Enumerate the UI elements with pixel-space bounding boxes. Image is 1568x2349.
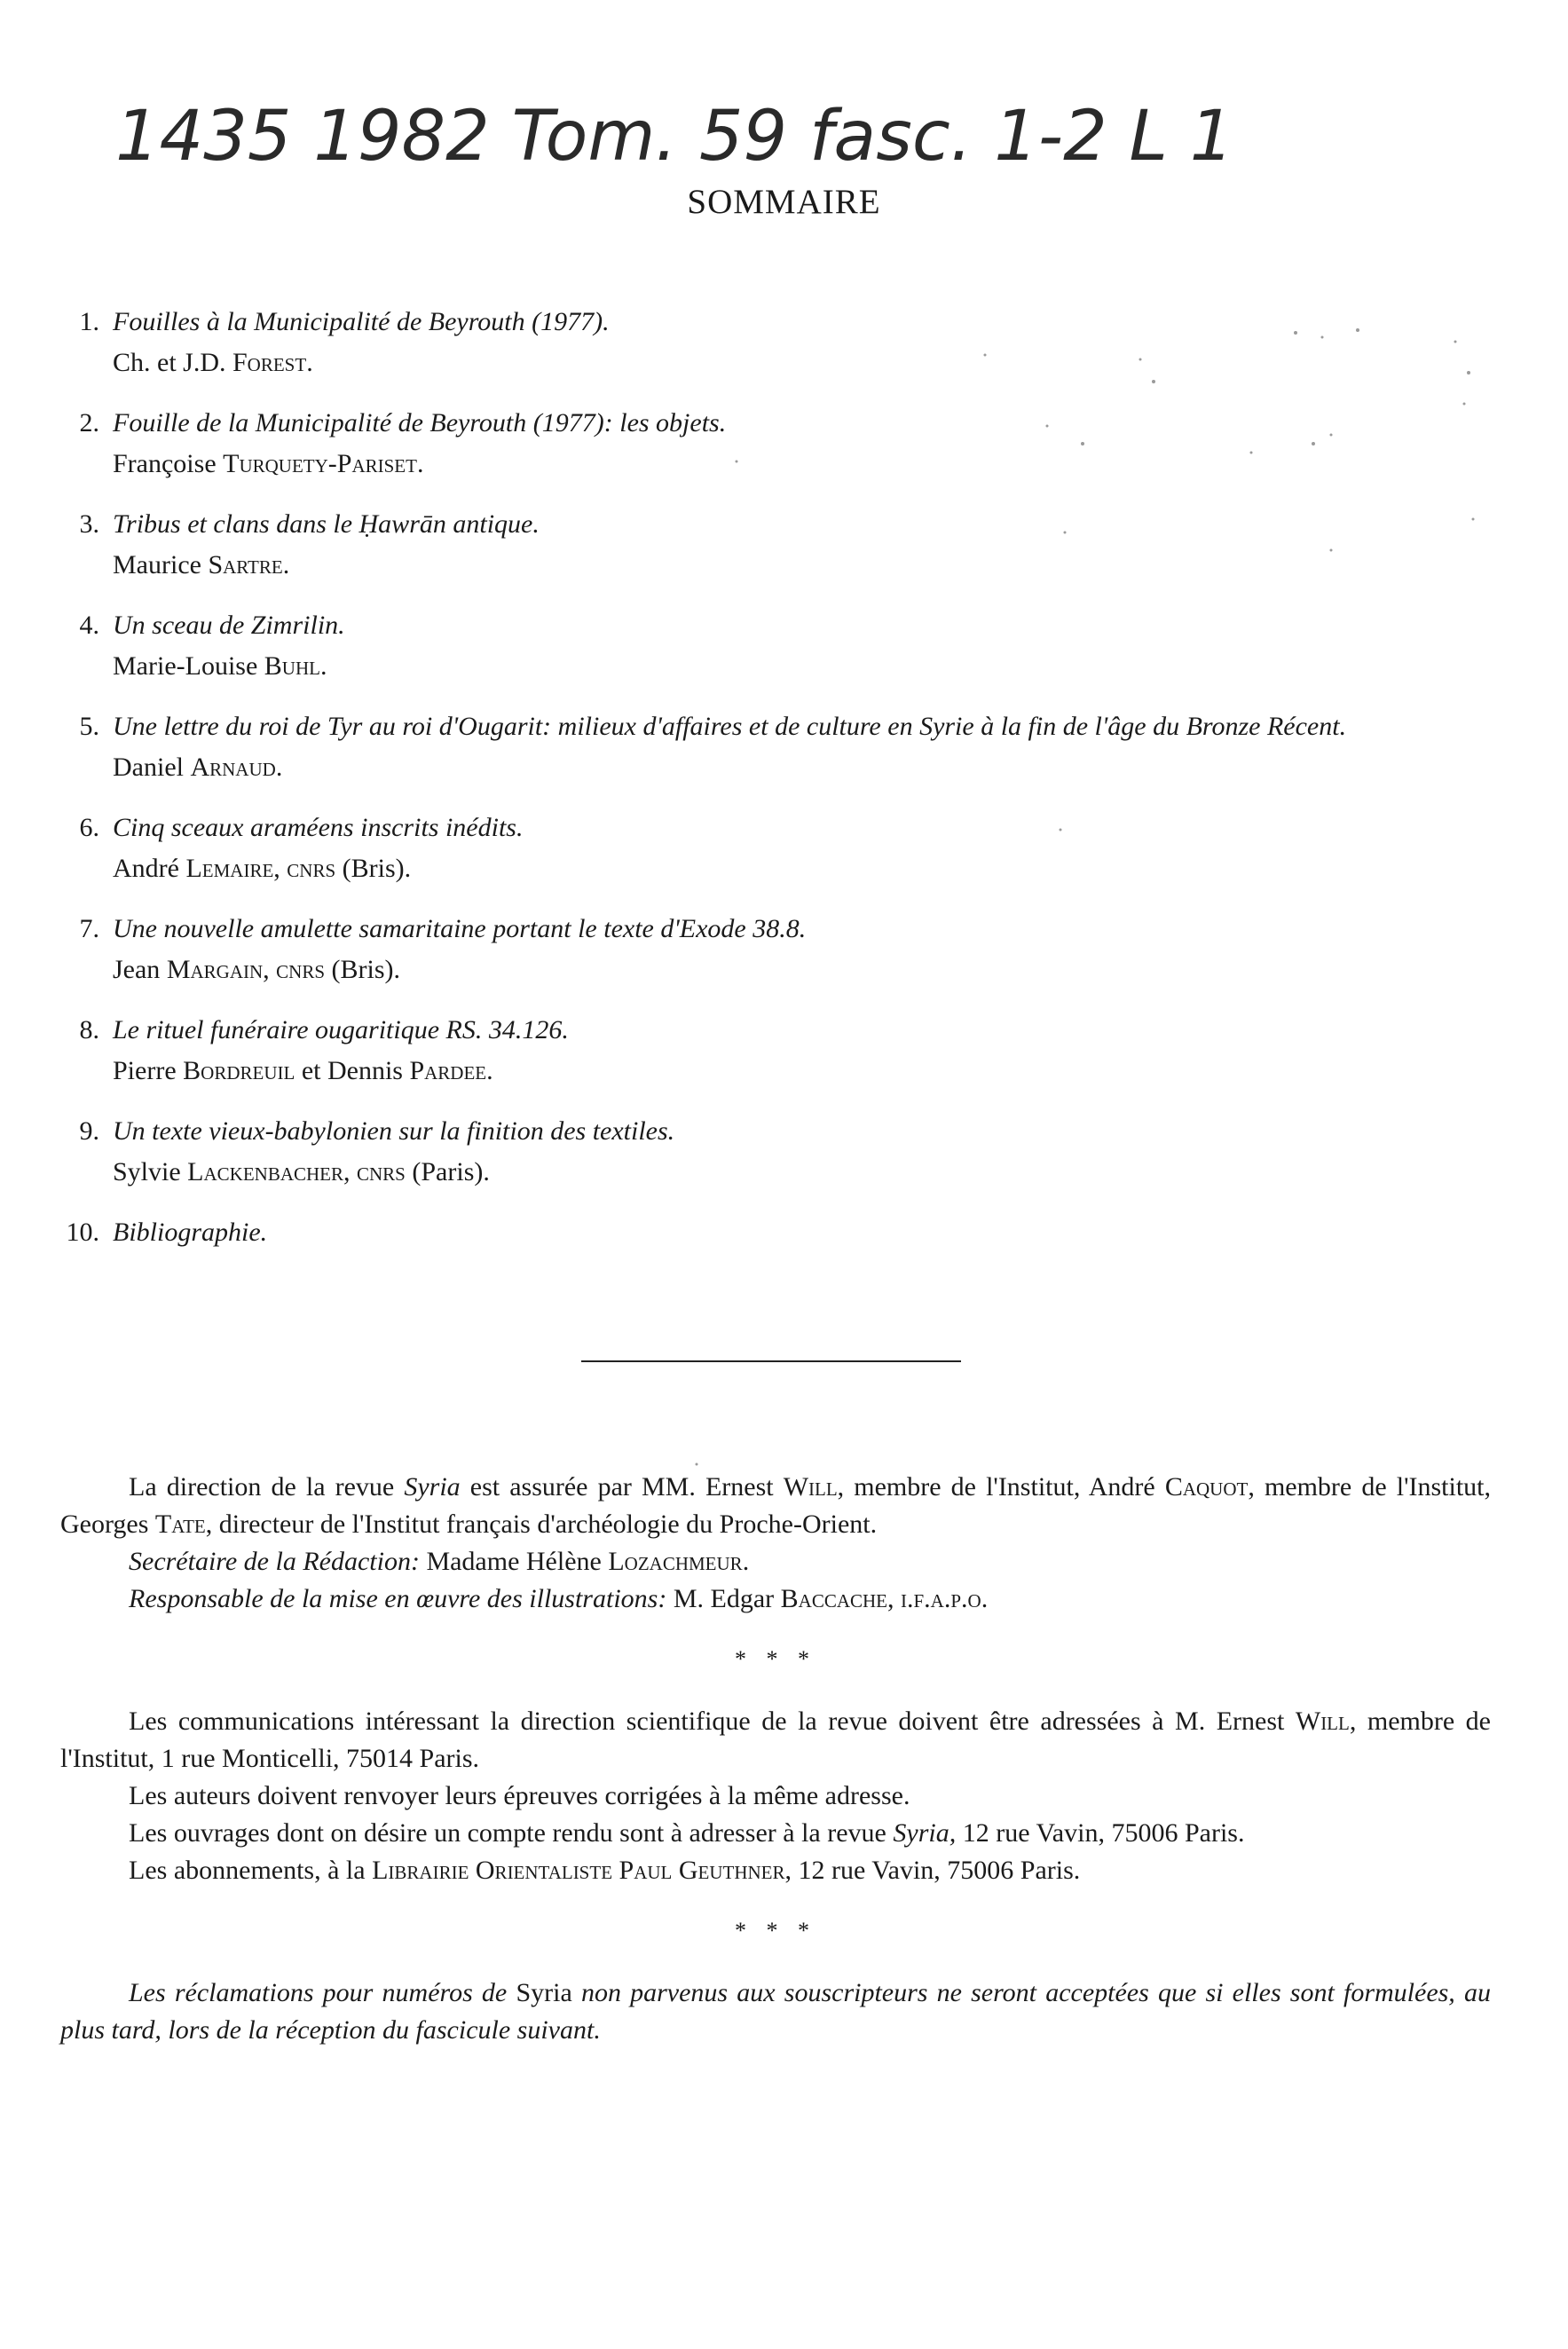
toc-author: Ch. et J.D. Forest. — [113, 348, 313, 377]
handwritten-annotation — [115, 62, 1500, 177]
toc-number: 3. — [79, 509, 99, 539]
reclamations-paragraph: Les réclamations pour numéros de Syria non parvenus aux souscripteurs ne seront acceptées que si elles sont formulées, au plus tard, lors de la réception du fascicule suivant. — [60, 1978, 1491, 2045]
toc-entry — [53, 808, 1491, 889]
toc-entry — [53, 1111, 1491, 1193]
page-title: SOMMAIRE — [687, 183, 881, 221]
toc-title: Tribus et clans dans le Ḥawrān antique. — [113, 509, 540, 539]
toc-entry — [53, 605, 1491, 687]
toc-author: Marie-Louise Buhl. — [113, 651, 327, 681]
toc-author: Pierre Bordreuil et Dennis Pardee. — [113, 1056, 493, 1085]
toc-entry — [53, 302, 1491, 383]
toc-title: Un sceau de Zimrilin. — [113, 611, 345, 640]
direction-paragraph: La direction de la revue Syria est assurée par MM. Ernest Will, membre de l'Institut, André Caquot, membre de l'Institut, Georges Tate, directeur de l'Institut français d'archéologie du Proche-Orient. — [60, 1472, 1491, 1539]
toc-entry — [53, 504, 1491, 586]
toc-number: 2. — [79, 408, 99, 437]
toc-title: Fouille de la Municipalité de Beyrouth (1977): les objets. — [113, 408, 727, 437]
toc-title: Cinq sceaux araméens inscrits inédits. — [113, 813, 524, 842]
reviews-line: Les ouvrages dont on désire un compte rendu sont à adresser à la revue Syria, 12 rue Vavin, 75006 Paris. — [129, 1818, 1245, 1848]
proofs-line: Les auteurs doivent renvoyer leurs épreuves corrigées à la même adresse. — [129, 1781, 910, 1810]
toc-author: André Lemaire, cnrs (Bris). — [113, 854, 412, 883]
separator-stars: * * * — [735, 1918, 816, 1943]
toc-number: 9. — [79, 1116, 99, 1146]
toc-entry — [53, 909, 1491, 990]
toc-number: 5. — [79, 712, 99, 741]
toc-author: Daniel Arnaud. — [113, 753, 283, 782]
toc-number: 8. — [79, 1015, 99, 1044]
toc-number: 10. — [66, 1218, 99, 1247]
toc-author: Sylvie Lackenbacher, cnrs (Paris). — [113, 1157, 490, 1186]
communications-paragraph: Les communications intéressant la direction scientifique de la revue doivent être adressées à M. Ernest Will, membre de l'Institut, 1 rue Monticelli, 75014 Paris. — [60, 1707, 1491, 1773]
section-divider — [581, 1360, 961, 1362]
toc-author: Françoise Turquety-Pariset. — [113, 449, 424, 478]
toc-title: Bibliographie. — [113, 1218, 268, 1247]
toc-title: Un texte vieux-babylonien sur la finition des textiles. — [113, 1116, 675, 1146]
secretary-line: Secrétaire de la Rédaction: Madame Hélène Lozachmeur. — [129, 1547, 750, 1576]
subscriptions-line: Les abonnements, à la Librairie Orientaliste Paul Geuthner, 12 rue Vavin, 75006 Paris. — [129, 1856, 1081, 1885]
toc-title: Fouilles à la Municipalité de Beyrouth (1977). — [113, 307, 610, 336]
toc-title: Une lettre du roi de Tyr au roi d'Ougarit: milieux d'affaires et de culture en Syrie à la fin de l'âge du Bronze Récent. — [113, 712, 1347, 741]
illustrations-line: Responsable de la mise en œuvre des illustrations: M. Edgar Baccache, i.f.a.p.o. — [129, 1584, 989, 1613]
toc-author: Maurice Sartre. — [113, 550, 290, 579]
table-of-contents — [53, 302, 1491, 1273]
toc-entry — [53, 403, 1491, 485]
handwritten-note: 1435 1982 Tom. 59 fasc. 1-2 L 1 — [115, 97, 1234, 177]
separator-stars: * * * — [735, 1646, 816, 1672]
editorial-info — [60, 1469, 1491, 2049]
toc-number: 4. — [79, 611, 99, 640]
toc-title: Une nouvelle amulette samaritaine portant le texte d'Exode 38.8. — [113, 914, 807, 943]
toc-entry — [53, 1010, 1491, 1092]
toc-number: 7. — [79, 914, 99, 943]
toc-title: Le rituel funéraire ougaritique RS. 34.126. — [113, 1015, 569, 1044]
toc-entry — [53, 706, 1491, 788]
toc-entry — [53, 1212, 1491, 1253]
toc-author: Jean Margain, cnrs (Bris). — [113, 955, 401, 984]
toc-number: 6. — [79, 813, 99, 842]
toc-number: 1. — [79, 307, 99, 336]
